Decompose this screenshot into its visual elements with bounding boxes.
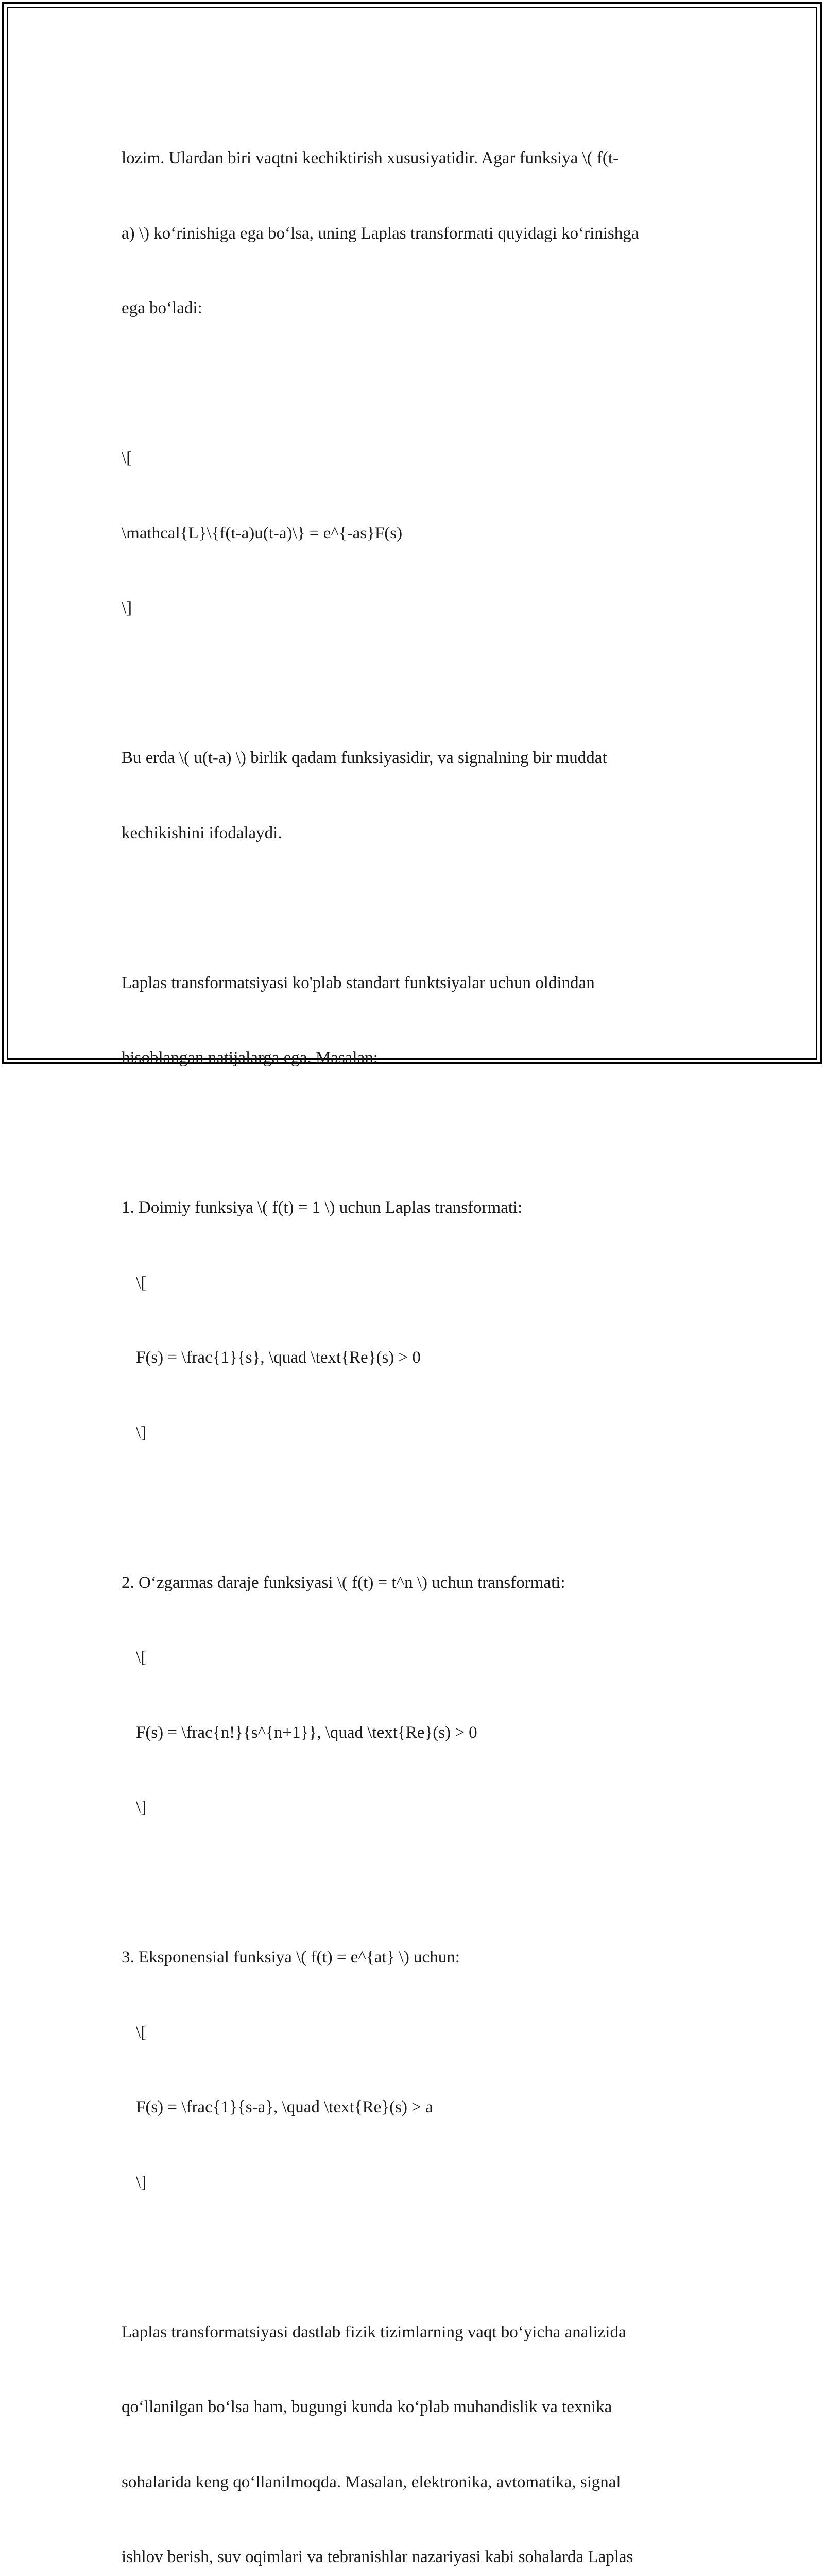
formula-body: F(s) = \frac{1}{s}, \quad \text{Re}(s) > 0 (122, 1345, 709, 1370)
formula-open: \[ (122, 1645, 709, 1670)
text-line: Bu erda \( u(t-a) \) birlik qadam funksiyasidir, va signalning bir muddat (122, 745, 709, 771)
example-heading: 1. Doimiy funksiya \( f(t) = 1 \) uchun Laplas transformati: (122, 1195, 709, 1221)
formula-open: \[ (122, 1270, 709, 1296)
formula-close: \] (122, 1420, 709, 1446)
example-item-3 (122, 1895, 709, 2245)
example-heading: 2. O‘zgarmas daraje funksiyasi \( f(t) = t^n \) uchun transformati: (122, 1570, 709, 1596)
example-heading: 3. Eksponensial funksiya \( f(t) = e^{at} \) uchun: (122, 1945, 709, 1970)
formula-close: \] (122, 596, 709, 621)
closing-paragraph (122, 2270, 709, 2576)
formula-close: \] (122, 2170, 709, 2195)
text-line: sohalarida keng qo‘llanilmoqda. Masalan, elektronika, avtomatika, signal (122, 2470, 709, 2495)
standard-functions-paragraph (122, 921, 709, 1121)
text-line: Laplas transformatsiyasi ko'plab standart funktsiyalar uchun oldindan (122, 971, 709, 996)
delay-formula-block (122, 396, 709, 671)
example-item-2 (122, 1520, 709, 1870)
text-line: hisoblangan natijalarga ega. Masalan: (122, 1045, 709, 1071)
text-line: a) \) ko‘rinishiga ega bo‘lsa, uning Laplas transformati quyidagi ko‘rinishga (122, 221, 709, 246)
unit-step-paragraph (122, 696, 709, 895)
text-line: lozim. Ulardan biri vaqtni kechiktirish xususiyatidir. Agar funksiya \( f(t- (122, 146, 709, 171)
text-line: Laplas transformatsiyasi dastlab fizik tizimlarning vaqt bo‘yicha analizida (122, 2320, 709, 2345)
text-line: ishlov berish, suv oqimlari va tebranishlar nazariyasi kabi sohalarda Laplas (122, 2545, 709, 2570)
text-line: qo‘llanilgan bo‘lsa ham, bugungi kunda ko‘plab muhandislik va texnika (122, 2395, 709, 2420)
formula-close: \] (122, 1795, 709, 1820)
example-item-1 (122, 1145, 709, 1495)
formula-open: \[ (122, 446, 709, 471)
formula-open: \[ (122, 2020, 709, 2045)
text-line: ega bo‘ladi: (122, 296, 709, 321)
formula-body: F(s) = \frac{n!}{s^{n+1}}, \quad \text{Re}(s) > 0 (122, 1720, 709, 1745)
document-body (122, 96, 709, 2576)
intro-paragraph (122, 96, 709, 371)
formula-body: F(s) = \frac{1}{s-a}, \quad \text{Re}(s) > a (122, 2095, 709, 2120)
text-line: kechikishini ifodalaydi. (122, 821, 709, 846)
formula-body: \mathcal{L}\{f(t-a)u(t-a)\} = e^{-as}F(s) (122, 521, 709, 546)
